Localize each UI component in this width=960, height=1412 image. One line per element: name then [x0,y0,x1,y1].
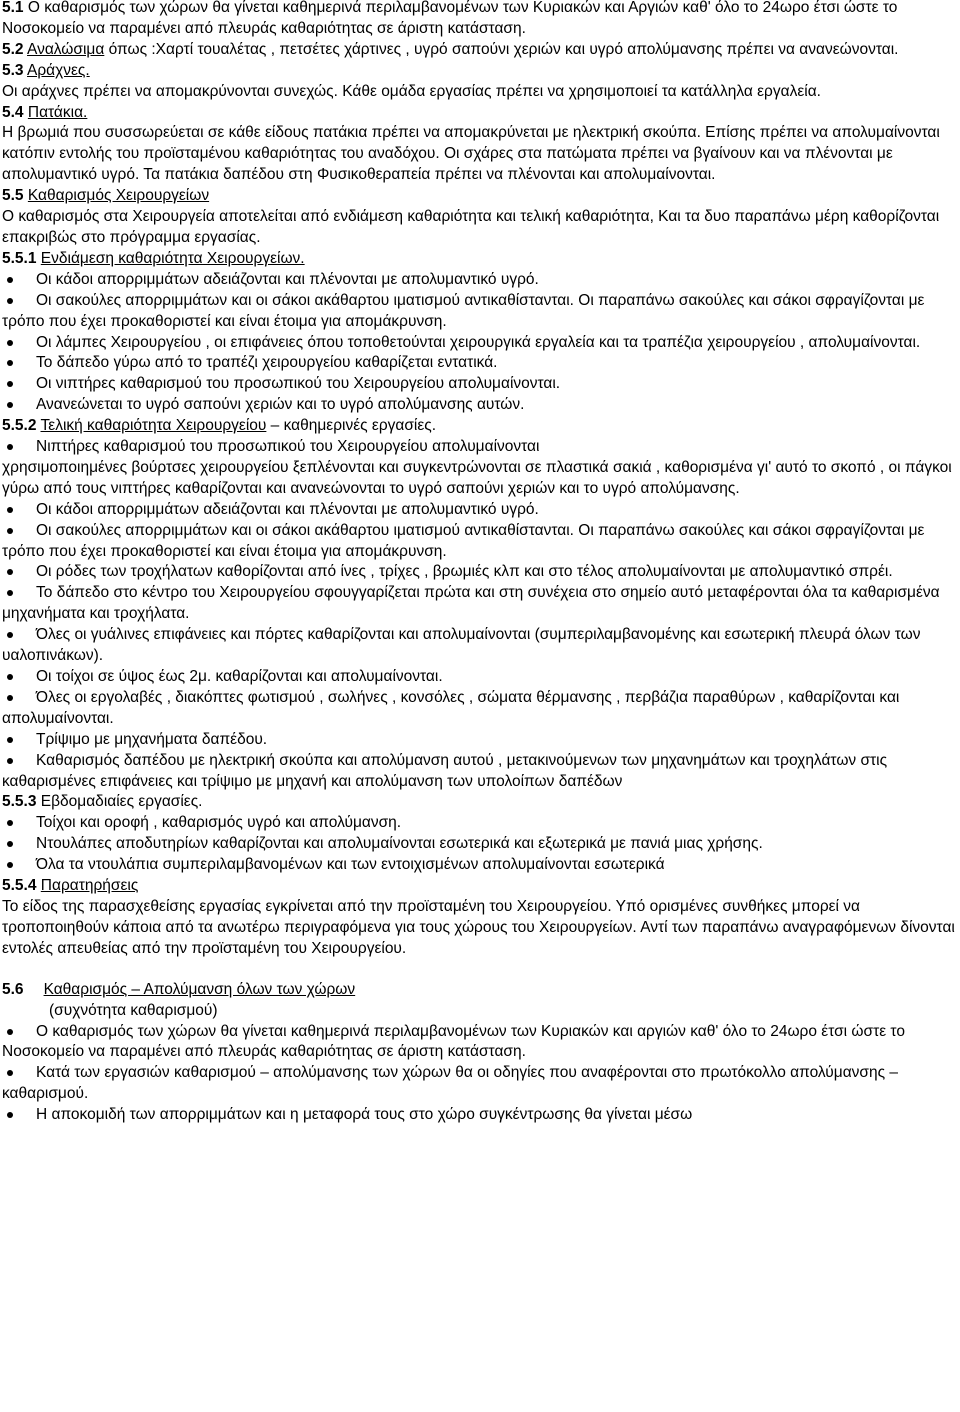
section-text: Το είδος της παρασχεθείσης εργασίας εγκρίνεται από την προϊσταμένη του Χειρουργείου. Υπό ορισμένες συνθήκες μπορεί να τροποποιηθούν κάποια από τα ανωτέρω περιγραφόμενα για τους χώρους του Χειρουργείων. Αντί των παραπάνω αναγραφόμενων δίνονται εντολές απευθείας από την προϊσταμένη του Χειρουργείου. [2,897,955,957]
section-text: όπως :Χαρτί τουαλέτας , πετσέτες χάρτινες , υγρό σαπούνι χεριών και υγρό απολύμανσης πρέπει να ανανεώνονται. [104,40,899,58]
section-number: 5.1 [2,0,24,16]
section-text: Ο καθαρισμός των χώρων θα γίνεται καθημερινά περιλαμβανομένων των Κυριακών και Αργιών καθ' όλο το 24ωρο έτσι ώστε το Νοσοκομείο να παραμένει από πλευράς καθαριότητας σε άριστη κατάσταση. [2,0,898,37]
section-number: 5.5 [2,187,24,205]
section-heading: Ενδιάμεση καθαριότητα Χειρουργείων. [40,249,305,267]
list-item: Τοίχοι και οροφή , καθαρισμός υγρό και απολύμανση. [2,813,956,834]
section-number: 5.4 [2,103,24,121]
list-item: Όλες οι γυάλινες επιφάνειες και πόρτες καθαρίζονται και απολυμαίνονται (συμπεριλαμβανομένης και εσωτερική πλευρά όλων των υαλοπινάκων). [2,625,956,667]
section-heading: Αναλώσιμα [27,40,105,58]
list-item: Ο καθαρισμός των χώρων θα γίνεται καθημερινά περιλαμβανομένων των Κυριακών και αργιών καθ' όλο το 24ωρο έτσι ώστε το Νοσοκομείο να παραμένει από πλευράς καθαριότητας σε άριστη κατάσταση. [2,1022,956,1064]
section-heading-tail: – καθημερινές εργασίες. [266,417,437,435]
section-heading: Εβδομαδιαίες εργασίες. [36,793,203,811]
section-text: Οι αράχνες πρέπει να απομακρύνονται συνεχώς. Κάθε ομάδα εργασίας πρέπει να χρησιμοποιεί τα κατάλληλα εργαλεία. [2,82,821,100]
section-heading: Καθαρισμός – Απολύμανση όλων των χώρων [43,980,356,998]
list-item: Οι σακούλες απορριμμάτων και οι σάκοι ακάθαρτου ιματισμού αντικαθίστανται. Οι παραπάνω σακούλες και σάκοι σφραγίζονται με τρόπο που έχει προκαθοριστεί και είναι έτοιμα για απομάκρυνση. [2,521,956,563]
section-5-5 [2,186,956,249]
section-heading: Τελική καθαριότητα Χειρουργείου [40,417,267,435]
section-number: 5.5.1 [2,249,37,267]
list-item: Νιπτήρες καθαρισμού του προσωπικού του Χειρουργείου απολυμαίνονται [2,437,956,458]
list-item: Το δάπεδο στο κέντρο του Χειρουργείου σφουγγαρίζεται πρώτα και στη συνέχεια στο σημείο αυτό μεταφέρονται όλα τα καθαρισμένα μηχανήματα και τροχήλατα. [2,583,956,625]
list-item: Όλες οι εργολαβές , διακόπτες φωτισμού , σωλήνες , κονσόλες , σώματα θέρμανσης , περβάζια παραθύρων , καθαρίζονται και απολυμαίνονται. [2,688,956,730]
section-5-3 [2,61,956,103]
spacer [2,960,956,980]
list-item: Ανανεώνεται το υγρό σαπούνι χεριών και το υγρό απολύμανσης αυτών. [2,395,956,416]
list-item: Η αποκομιδή των απορριμμάτων και η μεταφορά τους στο χώρο συγκέντρωσης θα γίνεται μέσω [2,1105,956,1126]
list-item: Το δάπεδο γύρω από το τραπέζι χειρουργείου καθαρίζεται εντατικά. [2,353,956,374]
section-5-5-4 [2,876,956,960]
list-item: Καθαρισμός δαπέδου με ηλεκτρική σκούπα και απολύμανση αυτού , μετακινούμενων των μηχανημάτων και τροχηλάτων στις καθαρισμένες επιφάνειες και τρίψιμο με μηχανή και απολύμανση των υπολοίπων δαπέδων [2,751,956,793]
section-number: 5.2 [2,40,24,58]
section-heading: Καθαρισμός Χειρουργείων [27,187,210,205]
section-heading: Πατάκια. [27,103,88,121]
section-5-1 [2,0,956,40]
section-5-5-2 [2,416,956,437]
section-5-6 [2,980,956,1001]
list-item: Οι λάμπες Χειρουργείου , οι επιφάνειες όπου τοποθετούνται χειρουργικά εργαλεία και τα τραπέζια χειρουργείου , απολυμαίνονται. [2,333,956,354]
document-page [2,0,956,1126]
list-item: Οι κάδοι απορριμμάτων αδειάζονται και πλένονται με απολυμαντικό υγρό. [2,270,956,291]
section-number: 5.3 [2,61,24,79]
section-number: 5.5.3 [2,793,37,811]
section-text: Ο καθαρισμός στα Χειρουργεία αποτελείται από ενδιάμεση καθαριότητα και τελική καθαριότητα, Και τα δυο παραπάνω μέρη καθορίζονται επακριβώς στο πρόγραμμα εργασίας. [2,208,940,246]
list-item: Οι νιπτήρες καθαρισμού του προσωπικού του Χειρουργείου απολυμαίνονται. [2,374,956,395]
list-item: Τρίψιμο με μηχανήματα δαπέδου. [2,730,956,751]
section-text: Η βρωμιά που συσσωρεύεται σε κάθε είδους πατάκια πρέπει να απομακρύνεται με ηλεκτρική σκούπα. Επίσης πρέπει να απολυμαίνονται κατόπιν εντολής του προϊσταμένου καθαριότητας του αναδόχου. Οι σχάρες στα πατώματα πρέπει να βγαίνουν και να πλένονται με απολυμαντικό υγρό. Τα πατάκια δαπέδου στη Φυσικοθεραπεία πρέπει να πλένονται και απολυμαίνονται. [2,124,940,184]
list-item: Οι κάδοι απορριμμάτων αδειάζονται και πλένονται με απολυμαντικό υγρό. [2,500,956,521]
list-item: Όλα τα ντουλάπια συμπεριλαμβανομένων και των εντοιχισμένων απολυμαίνονται εσωτερικά [2,855,956,876]
paragraph: χρησιμοποιημένες βούρτσες χειρουργείου ξεπλένονται και συγκεντρώνονται σε πλαστικά σακιά , καθορισμένα γι' αυτό το σκοπό , οι πάγκοι γύρω από τους νιπτήρες καθαρίζονται και ανανεώνονται το υγρό σαπούνι χεριών και το υγρό απολύμανσης. [2,458,952,497]
list-item: Οι τοίχοι σε ύψος έως 2μ. καθαρίζονται και απολυμαίνονται. [2,667,956,688]
list-item: Οι σακούλες απορριμμάτων και οι σάκοι ακάθαρτου ιματισμού αντικαθίστανται. Οι παραπάνω σακούλες και σάκοι σφραγίζονται με τρόπο που έχει προκαθοριστεί και είναι έτοιμα για απομάκρυνση. [2,291,956,333]
section-subtitle: (συχνότητα καθαρισμού) [49,1001,218,1019]
section-number: 5.6 [2,980,24,998]
section-number: 5.5.2 [2,417,37,435]
section-heading: Αράχνες. [27,61,90,79]
list-item: Κατά των εργασιών καθαρισμού – απολύμανσης των χώρων θα οι οδηγίες που αναφέρονται στο πρωτόκολλο απολύμανσης – καθαρισμού. [2,1063,956,1105]
list-item: Ντουλάπες αποδυτηρίων καθαρίζονται και απολυμαίνονται εσωτερικά και εξωτερικά με πανιά μιας χρήσης. [2,834,956,855]
section-5-2 [2,40,956,61]
section-5-5-3 [2,792,956,813]
section-heading: Παρατηρήσεις [40,877,139,895]
section-5-4 [2,103,956,187]
section-5-5-1 [2,249,956,270]
section-number: 5.5.4 [2,877,37,895]
list-item: Οι ρόδες των τροχήλατων καθορίζονται από ίνες , τρίχες , βρωμιές κλπ και στο τέλος απολυμαίνονται με απολυμαντικό σπρέι. [2,562,956,583]
